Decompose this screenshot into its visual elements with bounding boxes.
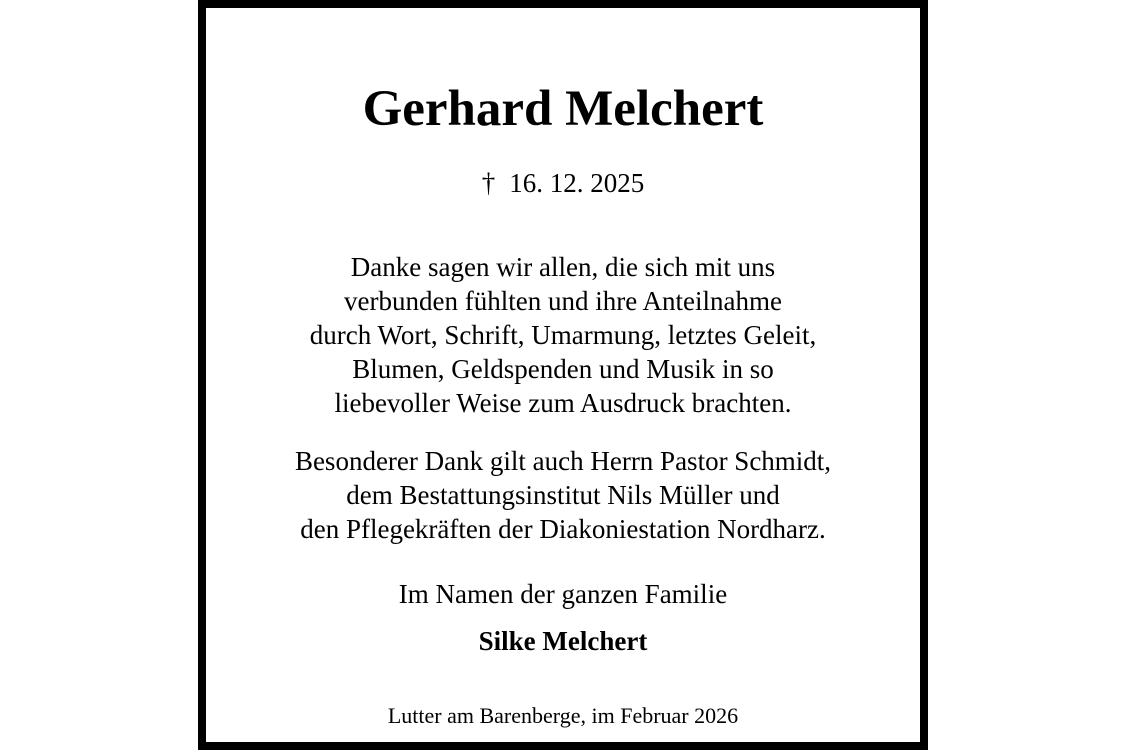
- obituary-notice: [198, 0, 928, 750]
- special-thanks-line: dem Bestattungsinstitut Nils Müller und: [346, 480, 780, 510]
- dagger-icon: †: [481, 168, 496, 198]
- closing-line: Im Namen der ganzen Familie: [398, 579, 728, 609]
- thanks-line: durch Wort, Schrift, Umarmung, letztes Geleit,: [309, 320, 817, 350]
- special-thanks-line: Besonderer Dank gilt auch Herrn Pastor Schmidt,: [294, 446, 832, 476]
- thanks-line: Blumen, Geldspenden und Musik in so: [352, 354, 774, 384]
- place-and-date: Lutter am Barenberge, im Februar 2026: [387, 703, 739, 728]
- deceased-name: Gerhard Melchert: [362, 81, 764, 137]
- thanks-line: verbunden fühlten und ihre Anteilnahme: [344, 286, 782, 316]
- thanks-paragraph: [206, 250, 920, 420]
- thanks-line: Danke sagen wir allen, die sich mit uns: [350, 252, 776, 282]
- special-thanks-paragraph: [206, 444, 920, 546]
- death-date: 16. 12. 2025: [509, 168, 645, 198]
- special-thanks-line: den Pflegekräften der Diakoniestation Nordharz.: [300, 514, 826, 544]
- death-date-line: [206, 166, 920, 200]
- thanks-line: liebevoller Weise zum Ausdruck brachten.: [334, 388, 792, 418]
- signer-name: Silke Melchert: [478, 626, 648, 656]
